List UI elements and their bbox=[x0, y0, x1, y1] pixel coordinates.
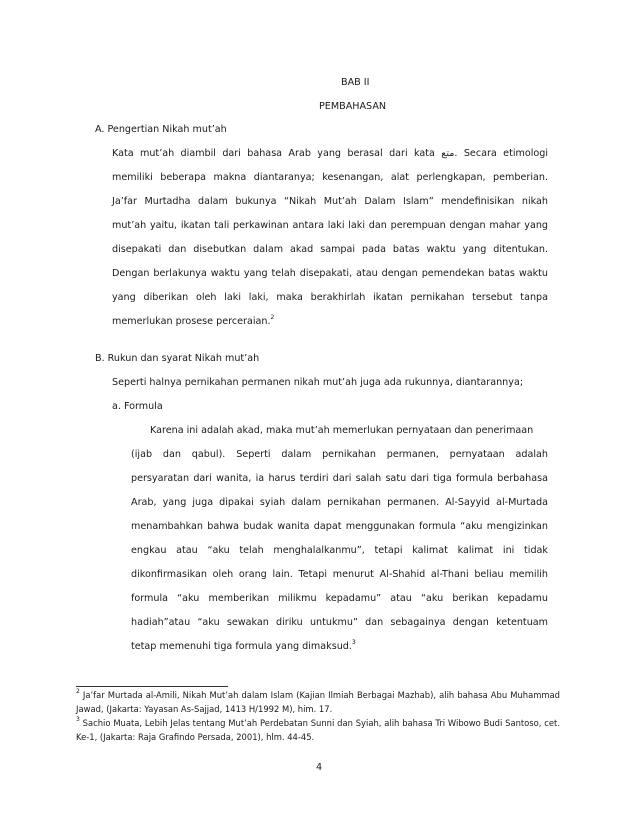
footnote-3-line1 bbox=[76, 718, 560, 728]
section-b-heading: B. Rukun dan syarat Nikah mut’ah bbox=[95, 353, 260, 364]
sub-a-line: (ijab dan qabul). Seperti dalam pernikahan permanen, pernyataan adalah bbox=[131, 449, 548, 460]
footnote-2-line2: Jawad, (Jakarta: Yayasan As-Sajjad, 1413 H/1992 M), him. 17. bbox=[76, 704, 333, 714]
footnote-separator bbox=[76, 686, 228, 687]
sub-a-line: hadiah”atau “aku sewakan diriku untukmu” dan sebagainya dengan ketentuam bbox=[131, 617, 548, 628]
footnote-2-number: 2 bbox=[76, 688, 80, 695]
footnote-3-line2: Ke-1, (Jakarta: Raja Grafindo Persada, 2001), hlm. 44-45. bbox=[76, 732, 315, 742]
sub-a-line: persyaratan dari wanita, ia harus terdiri dari salah satu dari tiga formula berbahasa bbox=[131, 473, 548, 484]
footnote-ref-3[interactable]: 3 bbox=[351, 639, 356, 646]
section-a-line: mut’ah yaitu, ikatan tali perkawinan antara laki laki dan perempuan dengan mahar yang bbox=[112, 220, 548, 231]
section-a-heading: A. Pengertian Nikah mut’ah bbox=[95, 124, 227, 135]
page-number: 4 bbox=[316, 762, 323, 773]
footnote-3-number: 3 bbox=[76, 716, 80, 723]
section-a-line: disepakati dan disebutkan dalam akad sampai pada batas waktu yang ditentukan. bbox=[112, 244, 548, 255]
sub-a-line: Arab, yang juga dipakai syiah dalam pernikahan permanen. Al-Sayyid al-Murtada bbox=[131, 497, 548, 508]
section-a-line: memiliki beberapa makna diantaranya; kesenangan, alat perlengkapan, pemberian. bbox=[112, 172, 548, 183]
footnote-2-line1 bbox=[76, 690, 560, 700]
sub-a-line: engkau atau “aku telah menghalalkanmu”, tetapi kalimat kalimat ini tidak bbox=[131, 545, 548, 556]
section-a-last-line bbox=[112, 316, 274, 327]
sub-a-last-line-text: tetap memenuhi tiga formula yang dimaksud. bbox=[131, 641, 352, 652]
sub-a-line: menambahkan bahwa budak wanita dapat menggunakan formula “aku mengizinkan bbox=[131, 521, 548, 532]
section-a-line: Dengan berlakunya waktu yang telah disepakati, atau dengan pemendekan batas waktu bbox=[112, 268, 548, 279]
section-a-line: Kata mut’ah diambil dari bahasa Arab yang berasal dari kata متع. Secara etimologi bbox=[112, 148, 548, 159]
chapter-title: PEMBAHASAN bbox=[319, 101, 387, 112]
footnote-2-text: Ja’far Murtada al-Amili, Nikah Mut’ah dalam Islam (Kajian Ilmiah Berbagai Mazhab), alih bahasa Abu Muhammad bbox=[82, 690, 560, 700]
footnote-3-text: Sachio Muata, Lebih Jelas tentang Mut’ah Perdebatan Sunni dan Syiah, alih bahasa Tri Wibowo Budi Santoso, cet. bbox=[82, 718, 560, 728]
footnote-ref-2[interactable]: 2 bbox=[270, 314, 275, 321]
section-a-line: yang diberikan oleh laki laki, maka berakhirlah ikatan pernikahan tersebut tanpa bbox=[112, 292, 548, 303]
sub-a-heading: a. Formula bbox=[112, 401, 163, 412]
chapter-number: BAB II bbox=[341, 77, 370, 88]
section-a-line: Ja’far Murtadha dalam bukunya “Nikah Mut’ah Dalam Islam” mendefinisikan nikah bbox=[112, 196, 548, 207]
section-b-intro: Seperti halnya pernikahan permanen nikah mut’ah juga ada rukunnya, diantarannya; bbox=[112, 377, 524, 388]
sub-a-line: formula “aku memberikan milikmu kepadamu” atau “aku berikan kepadamu bbox=[131, 593, 548, 604]
sub-a-line: dikonfirmasikan oleh orang lain. Tetapi menurut Al-Shahid al-Thani beliau memilih bbox=[131, 569, 548, 580]
sub-a-first-line: Karena ini adalah akad, maka mut’ah memerlukan pernyataan dan penerimaan bbox=[150, 425, 534, 436]
sub-a-last-line bbox=[131, 641, 356, 652]
section-a-last-line-text: memerlukan prosese perceraian. bbox=[112, 316, 271, 327]
